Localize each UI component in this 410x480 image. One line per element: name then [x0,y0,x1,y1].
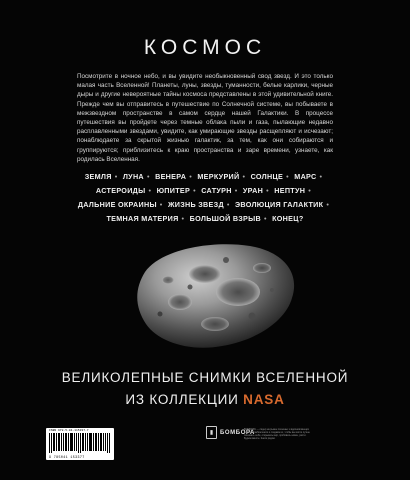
topic-tag: АСТЕРОИДЫ [95,186,146,195]
moon-photo [0,232,410,358]
tag-separator: • [146,172,150,181]
tagline-prefix: ИЗ КОЛЛЕКЦИИ [125,392,239,407]
publisher-icon: ▮ [206,426,217,439]
intro-paragraph: Посмотрите в ночное небо, и вы увидите необыкновенный свод звезд. И это только малая часть Вселенной! Планеты, луны, звезды, туманности, белые карлики, черные дыры и другие невероятные тайны космоса представлены в этой удивительной книге. Прежде чем вы отправитесь в путешествие по Солнечной системе, вы побываете в межзвездном пространстве в самом сердце нашей Галактики. В процессе путешествия вы пройдете через темные облака пыли и газа, пылающие недавно расплавленными звездами, увидите, как умирающие звезды расщепляют и исчезают; понаблюдаете за скрытой жизнью галактик, за тем, как они собираются и группируются; приблизитесь к краю пространства и заре времени, узнаете, как родилась Вселенная. [77,73,333,163]
nasa-highlight: NASA [243,392,285,407]
tag-separator: • [148,186,152,195]
topic-tag: САТУРН [201,186,232,195]
topic-tag: МЕРКУРИЙ [197,172,240,181]
topic-tag: ЖИЗНЬ ЗВЕЗД [167,200,224,209]
tagline-line2 [0,392,410,407]
tag-separator: • [226,200,230,209]
cover-title: КОСМОС [143,36,267,59]
tag-separator: • [189,172,193,181]
tag-separator: • [266,186,269,195]
publisher-legal-text: БОМБОРА — лидер на рынке полезных и вдохновляющих книг. Мы любим книги и создаём их, чтобы вы могли лучше понимать себя, открывать мир, пробовать новое, расти. Будем вместе. Книги рядом. [244,428,310,441]
topic-tag: БОЛЬШОЙ ВЗРЫВ [189,214,261,223]
tag-separator: • [326,200,330,209]
tag-separator: • [319,172,323,181]
isbn-barcode [46,428,114,460]
tagline-line1: ВЕЛИКОЛЕПНЫЕ СНИМКИ ВСЕЛЕННОЙ [61,370,349,385]
tag-separator: • [242,172,246,181]
topic-tag: НЕПТУН [274,186,306,195]
topic-tag: СОЛНЦЕ [250,172,284,181]
topic-tag: ЮПИТЕР [156,186,191,195]
tag-separator: • [114,172,118,181]
topic-tag: ВЕНЕРА [155,172,187,181]
topic-tag: ЭВОЛЮЦИЯ ГАЛАКТИК [235,200,324,209]
topic-tag: УРАН [242,186,264,195]
topic-tag: ТЕМНАЯ МАТЕРИЯ [106,214,179,223]
tag-separator: • [193,186,196,195]
topic-tag: ДАЛЬНИЕ ОКРАИНЫ [77,200,157,209]
isbn-text: ISBN 978-5-04-115337-7 [49,429,89,432]
tag-separator: • [181,214,185,223]
topic-tag: ЛУНА [122,172,144,181]
tag-separator: • [308,186,312,195]
barcode-digits: 9 785041 153377 [49,455,85,459]
barcode-bars [49,433,111,453]
topic-tag: КОНЕЦ? [272,214,304,223]
tag-separator: • [286,172,289,181]
topic-tag: МАРС [294,172,317,181]
tag-separator: • [263,214,267,223]
publisher-name: БОМБОРА [220,429,255,436]
tag-separator: • [234,186,238,195]
topic-tag: ЗЕМЛЯ [84,172,112,181]
moon-illustration [0,232,410,358]
tag-separator: • [159,200,163,209]
topic-list [60,170,350,226]
